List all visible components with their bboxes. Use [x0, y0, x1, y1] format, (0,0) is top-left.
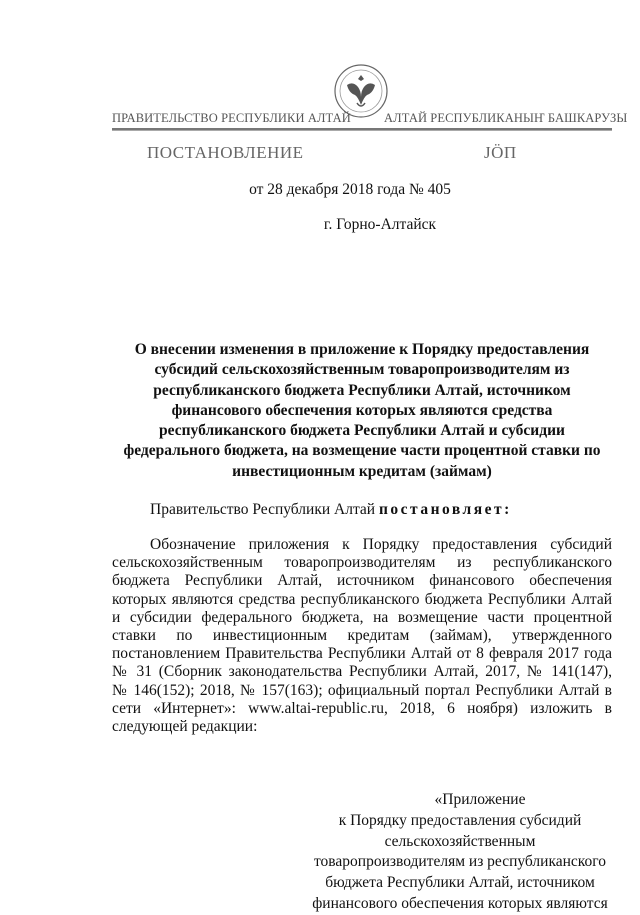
- doc-type-ru: ПОСТАНОВЛЕНИЕ: [147, 143, 304, 162]
- body-line: сельскохозяйственным товаропроизводителям из республиканского: [112, 554, 612, 572]
- body-line: сети «Интернет»: www.altai-republic.ru, 2018, 6 ноября) изложить в: [112, 699, 612, 717]
- body-line: № 146(152); 2018, № 157(163); официальный портал Республики Алтай в: [112, 681, 612, 699]
- date-line: от 28 декабря 2018 года № 405: [249, 181, 451, 198]
- appendix-line: бюджета Республики Алтай, источником: [325, 874, 595, 892]
- appendix-heading: [300, 790, 620, 915]
- body-line: № 31 (Сборник законодательства Республики Алтай, 2017, № 141(147),: [112, 663, 612, 681]
- title-line: финансового обеспечения которых являются средства: [171, 401, 553, 419]
- appendix-line: товаропроизводителям из республиканского: [313, 853, 607, 871]
- resolves-verb: постановляет:: [378, 501, 512, 518]
- title-line: субсидий сельскохозяйственным товаропроизводителям из: [154, 361, 570, 379]
- header-left-title: ПРАВИТЕЛЬСТВО РЕСПУБЛИКИ АЛТАЙ: [112, 111, 351, 125]
- body-line: ставки по инвестиционным кредитам (займам), утвержденного: [112, 627, 612, 645]
- title-line: инвестиционным кредитам (займам): [232, 462, 492, 480]
- appendix-line: к Порядку предоставления субсидий: [338, 811, 582, 829]
- body-line: постановлением Правительства Республики Алтай от 8 февраля 2017 года: [112, 645, 612, 663]
- title-line: республиканского бюджета Республики Алтай и субсидии: [159, 422, 565, 440]
- title-line: федерального бюджета, на возмещение части процентной ставки по: [123, 442, 601, 460]
- body-paragraph: [112, 536, 612, 736]
- body-line: бюджета Республики Алтай, источником финансового обеспечения: [112, 572, 612, 590]
- appendix-line: «Приложение: [434, 791, 526, 808]
- appendix-line: финансового обеспечения которых являются: [312, 894, 608, 912]
- resolves-line: [150, 501, 512, 519]
- body-line: и субсидии федерального бюджета, на возмещение части процентной: [112, 608, 612, 626]
- doc-type-alt: JÖП: [484, 143, 517, 162]
- header-right-title: АЛТАЙ РЕСПУБЛИКАНЫҤ БАШКАРУЗЫ: [384, 111, 628, 125]
- body-line: которых являются средства республиканского бюджета Республики Алтай: [112, 590, 612, 608]
- city: г. Горно-Алтайск: [323, 216, 437, 233]
- header-divider: [112, 128, 612, 131]
- title-line: республиканского бюджета Республики Алтай, источником: [153, 381, 571, 399]
- body-line: Обозначение приложения к Порядку предоставления субсидий: [150, 536, 612, 553]
- resolves-subject: Правительство Республики Алтай: [150, 501, 376, 518]
- appendix-line: сельскохозяйственным: [384, 832, 536, 850]
- document-title: [112, 340, 612, 482]
- title-line: О внесении изменения в приложение к Порядку предоставления: [134, 341, 590, 358]
- body-line: следующей редакции:: [112, 718, 258, 736]
